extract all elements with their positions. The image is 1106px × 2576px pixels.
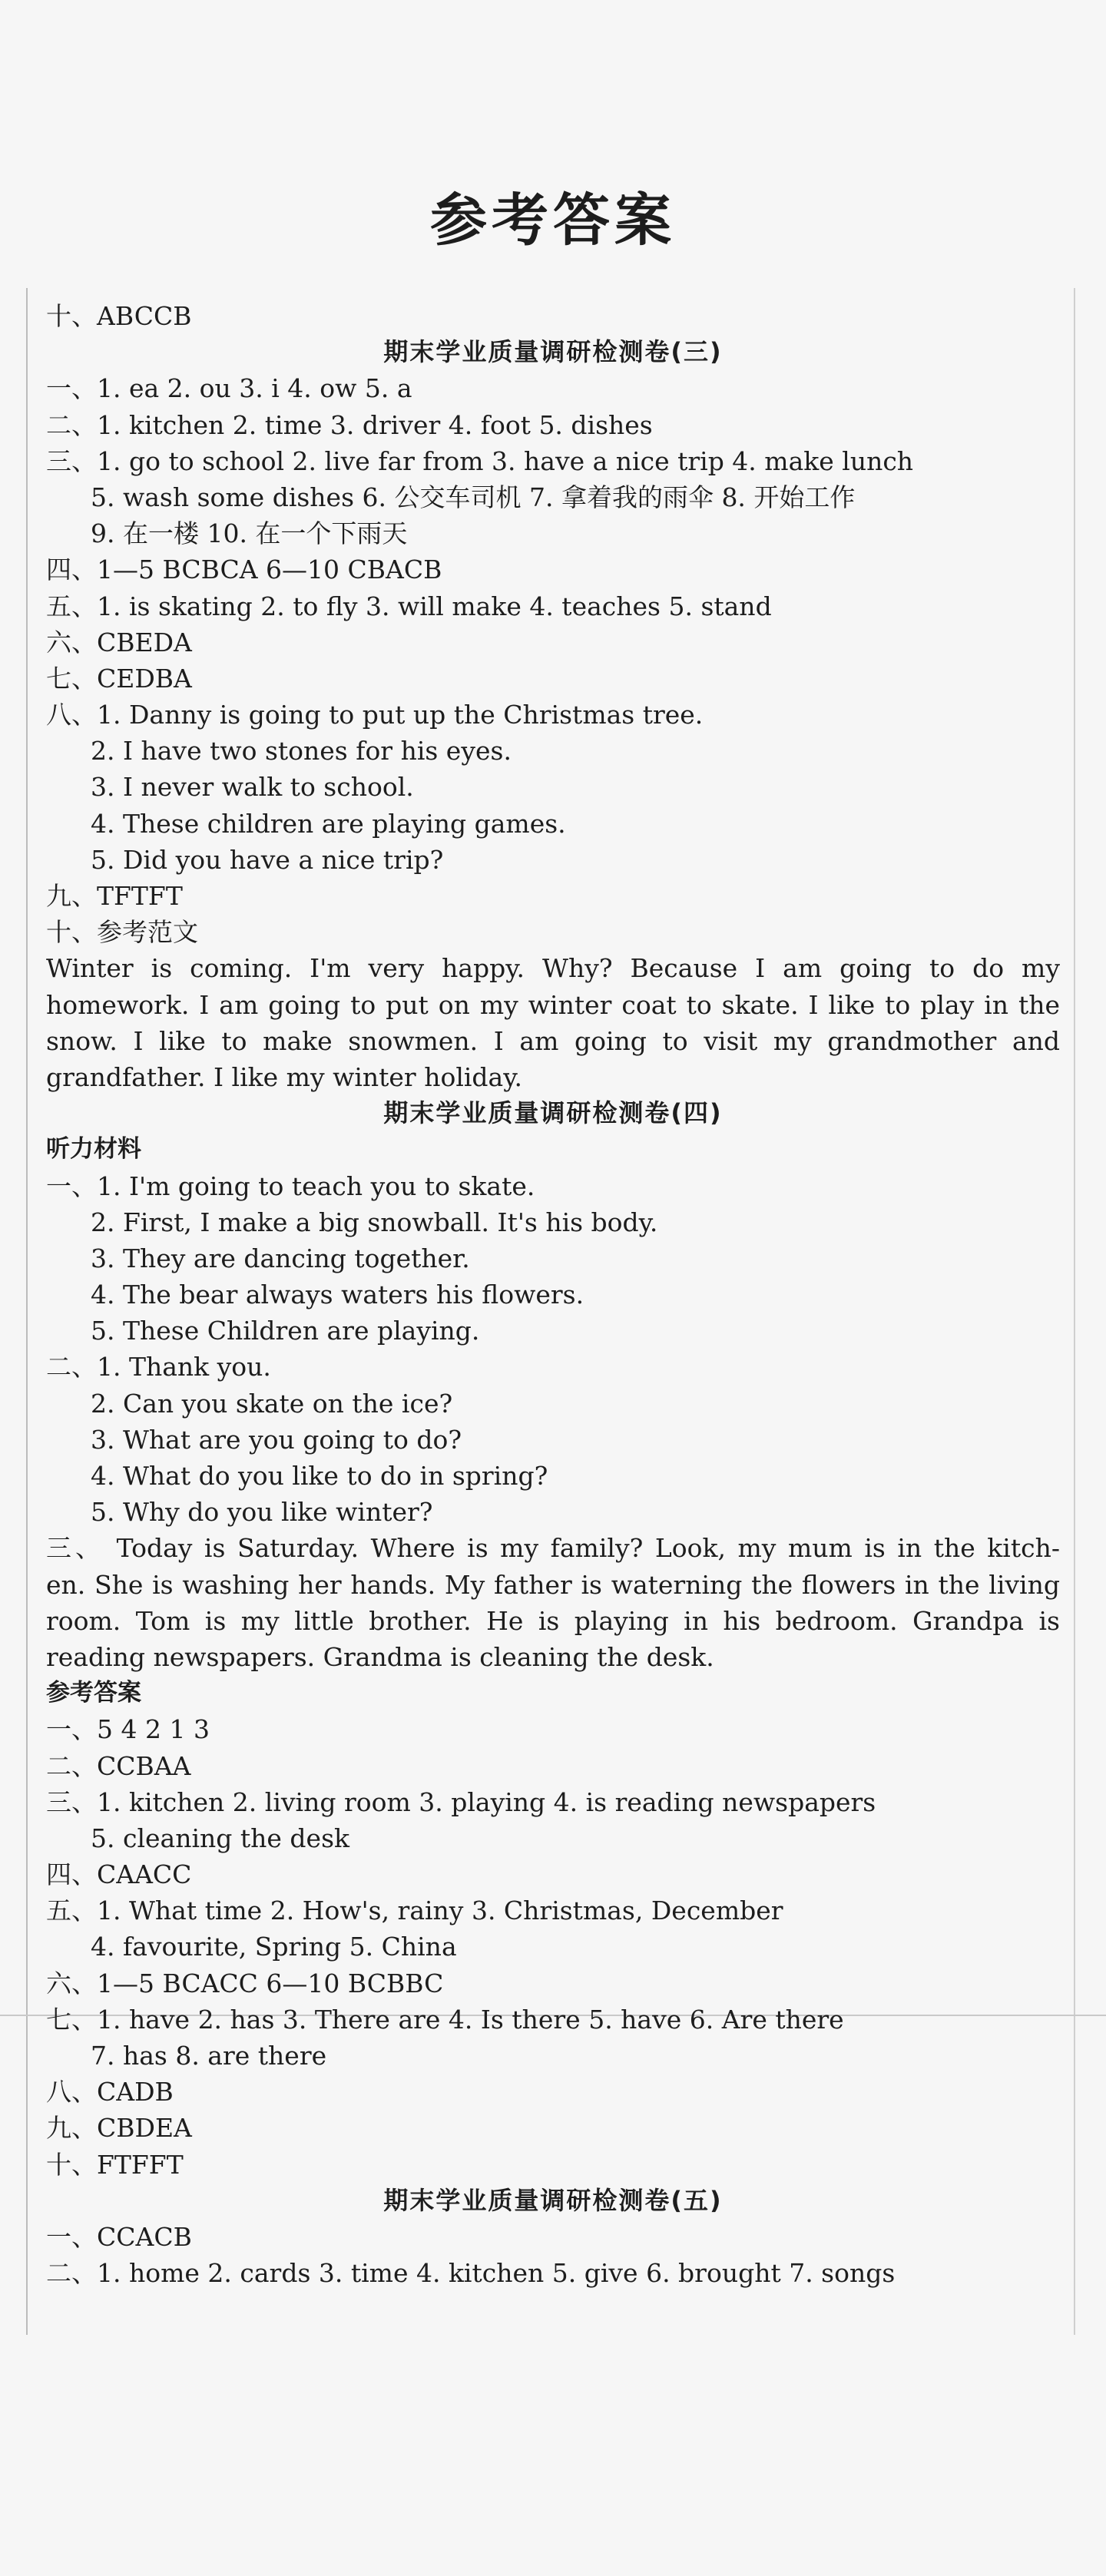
section-heading: 期末学业质量调研检测卷(三) bbox=[383, 337, 723, 367]
answer-line: 十、参考范文 bbox=[46, 917, 198, 948]
answer-line: 五、1. is skating 2. to fly 3. will make 4. teaches 5. stand bbox=[46, 591, 772, 621]
answer-line: 六、CBEDA bbox=[46, 627, 192, 657]
section-heading: 期末学业质量调研检测卷(四) bbox=[383, 1098, 723, 1128]
answer-line: grandfather. I like my winter holiday. bbox=[46, 1061, 522, 1092]
answer-line: snow. I like to make snowmen. I am going to visit my grandmother and bbox=[46, 1025, 1060, 1056]
answer-line: 5. Why do you like winter? bbox=[91, 1497, 433, 1528]
answer-line: 八、1. Danny is going to put up the Christmas tree. bbox=[46, 700, 704, 730]
answer-line: 一、CCACB bbox=[46, 2221, 192, 2252]
answer-line: 参考答案 bbox=[46, 1679, 141, 1707]
answer-line: 十、FTFFT bbox=[46, 2149, 184, 2180]
answer-line: 二、1. Thank you. bbox=[46, 1352, 271, 1382]
answer-line: 八、CADB bbox=[46, 2077, 174, 2107]
answer-line: 9. 在一楼 10. 在一个下雨天 bbox=[91, 518, 408, 549]
answer-line: 7. has 8. are there bbox=[91, 2041, 327, 2071]
answer-line: 4. favourite, Spring 5. China bbox=[91, 1932, 457, 1962]
answer-line: 2. First, I make a big snowball. It's his body. bbox=[91, 1207, 658, 1237]
answer-line: 七、CEDBA bbox=[46, 663, 192, 694]
answer-line: 五、1. What time 2. How's, rainy 3. Christmas, December bbox=[46, 1896, 783, 1926]
answer-line: 5. cleaning the desk bbox=[91, 1823, 350, 1853]
answer-line: 一、1. ea 2. ou 3. i 4. ow 5. a bbox=[46, 373, 412, 404]
answer-line: 5. These Children are playing. bbox=[91, 1316, 480, 1346]
answer-line: 4. These children are playing games. bbox=[91, 808, 566, 839]
page-title: 参考答案 bbox=[430, 187, 676, 253]
answer-line: Winter is coming. I'm very happy. Why? Because I am going to do my bbox=[46, 953, 1060, 984]
answer-line: 四、1—5 BCBCA 6—10 CBACB bbox=[46, 555, 442, 585]
answer-line: 3. I never walk to school. bbox=[91, 772, 414, 803]
answer-line: 一、1. I'm going to teach you to skate. bbox=[46, 1170, 535, 1201]
answer-line: 2. I have two stones for his eyes. bbox=[91, 736, 512, 767]
answer-line: 5. Did you have a nice trip? bbox=[91, 844, 444, 875]
answer-line: 七、1. have 2. has 3. There are 4. Is there 5. have 6. Are there bbox=[46, 2004, 844, 2035]
answer-line: 一、5 4 2 1 3 bbox=[46, 1714, 210, 1745]
answer-line: 5. wash some dishes 6. 公交车司机 7. 拿着我的雨伞 8. 开始工作 bbox=[91, 482, 856, 512]
answer-line: 十、ABCCB bbox=[46, 301, 192, 331]
answer-line: 3. What are you going to do? bbox=[91, 1424, 462, 1455]
answer-line: 四、CAACC bbox=[46, 1859, 192, 1890]
answer-line: 三、 Today is Saturday. Where is my family? Look, my mum is in the kitch- bbox=[46, 1533, 1060, 1564]
answer-line: 二、CCBAA bbox=[46, 1750, 191, 1781]
answer-line: 4. What do you like to do in spring? bbox=[91, 1461, 548, 1491]
answer-line: 4. The bear always waters his flowers. bbox=[91, 1280, 584, 1310]
answer-line: homework. I am going to put on my winter coat to skate. I like to play in the bbox=[46, 989, 1060, 1020]
answer-line: 2. Can you skate on the ice? bbox=[91, 1388, 453, 1419]
answer-line: 二、1. home 2. cards 3. time 4. kitchen 5. give 6. brought 7. songs bbox=[46, 2258, 896, 2289]
answer-line: en. She is washing her hands. My father is waterning the flowers in the living bbox=[46, 1569, 1060, 1600]
answer-line: 二、1. kitchen 2. time 3. driver 4. foot 5. dishes bbox=[46, 409, 653, 440]
answer-line: 九、CBDEA bbox=[46, 2113, 192, 2144]
answer-line: 九、TFTFT bbox=[46, 881, 183, 911]
answer-line: 听力材料 bbox=[46, 1135, 141, 1164]
answer-line: room. Tom is my little brother. He is playing in his bedroom. Grandpa is bbox=[46, 1605, 1060, 1636]
answer-content bbox=[0, 298, 1106, 2291]
answer-line: 六、1—5 BCACC 6—10 BCBBC bbox=[46, 1968, 444, 1998]
answer-line: 3. They are dancing together. bbox=[91, 1243, 470, 1273]
section-heading: 期末学业质量调研检测卷(五) bbox=[383, 2185, 723, 2215]
answer-line: 三、1. go to school 2. live far from 3. have a nice trip 4. make lunch bbox=[46, 445, 914, 476]
answer-line: reading newspapers. Grandma is cleaning the desk. bbox=[46, 1641, 714, 1672]
answer-line: 三、1. kitchen 2. living room 3. playing 4. is reading newspapers bbox=[46, 1786, 876, 1817]
